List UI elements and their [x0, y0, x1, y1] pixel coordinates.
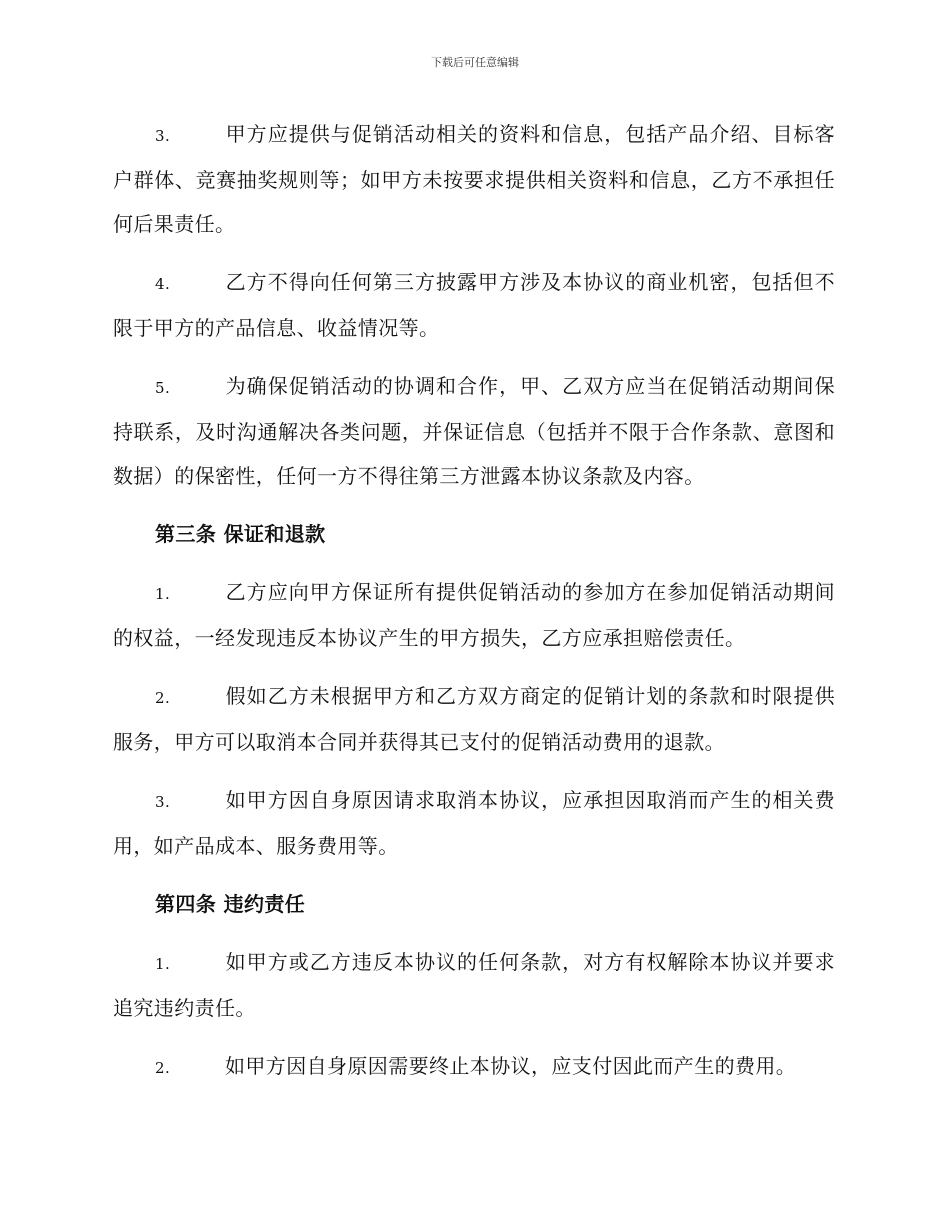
clause-number: 2.: [155, 1059, 171, 1077]
clause-item: [113, 674, 835, 764]
document-body: [113, 112, 835, 1104]
clause-number: 3.: [155, 793, 171, 811]
clause-item: [113, 260, 835, 350]
clause-item: [113, 364, 835, 498]
clause-item: [113, 1044, 835, 1090]
clause-text: 为确保促销活动的协调和合作，甲、乙双方应当在促销活动期间保持联系，及时沟通解决各类问题，并保证信息（包括并不限于合作条款、意图和数据）的保密性，任何一方不得往第三方泄露本协议条款及内容。: [113, 374, 835, 488]
clause-number: 3.: [155, 127, 171, 145]
clause-text: 如甲方因自身原因需要终止本协议，应支付因此而产生的费用。: [225, 1054, 797, 1078]
clause-item: [113, 940, 835, 1030]
section-heading: 第三条 保证和退款: [155, 522, 326, 546]
clause-text: 乙方不得向任何第三方披露甲方涉及本协议的商业机密，包括但不限于甲方的产品信息、收益情况等。: [113, 270, 835, 340]
clause-number: 1.: [155, 955, 171, 973]
clause-text: 假如乙方未根据甲方和乙方双方商定的促销计划的条款和时限提供服务，甲方可以取消本合同并获得其已支付的促销活动费用的退款。: [113, 684, 835, 754]
clause-item: [113, 112, 835, 246]
clause-text: 乙方应向甲方保证所有提供促销活动的参加方在参加促销活动期间的权益，一经发现违反本协议产生的甲方损失，乙方应承担赔偿责任。: [113, 580, 835, 650]
section-heading: 第四条 违约责任: [155, 892, 306, 916]
clause-text: 如甲方因自身原因请求取消本协议，应承担因取消而产生的相关费用，如产品成本、服务费用等。: [113, 788, 835, 858]
clause-item: [113, 570, 835, 660]
clause-number: 4.: [155, 275, 171, 293]
clause-number: 2.: [155, 689, 171, 707]
clause-text: 甲方应提供与促销活动相关的资料和信息，包括产品介绍、目标客户群体、竞赛抽奖规则等；如甲方未按要求提供相关资料和信息，乙方不承担任何后果责任。: [113, 122, 835, 236]
clause-number: 1.: [155, 585, 171, 603]
clause-text: 如甲方或乙方违反本协议的任何条款，对方有权解除本协议并要求追究违约责任。: [113, 950, 835, 1020]
header-note: 下载后可任意编辑: [431, 56, 519, 69]
clause-number: 5.: [155, 379, 171, 397]
clause-item: [113, 778, 835, 868]
